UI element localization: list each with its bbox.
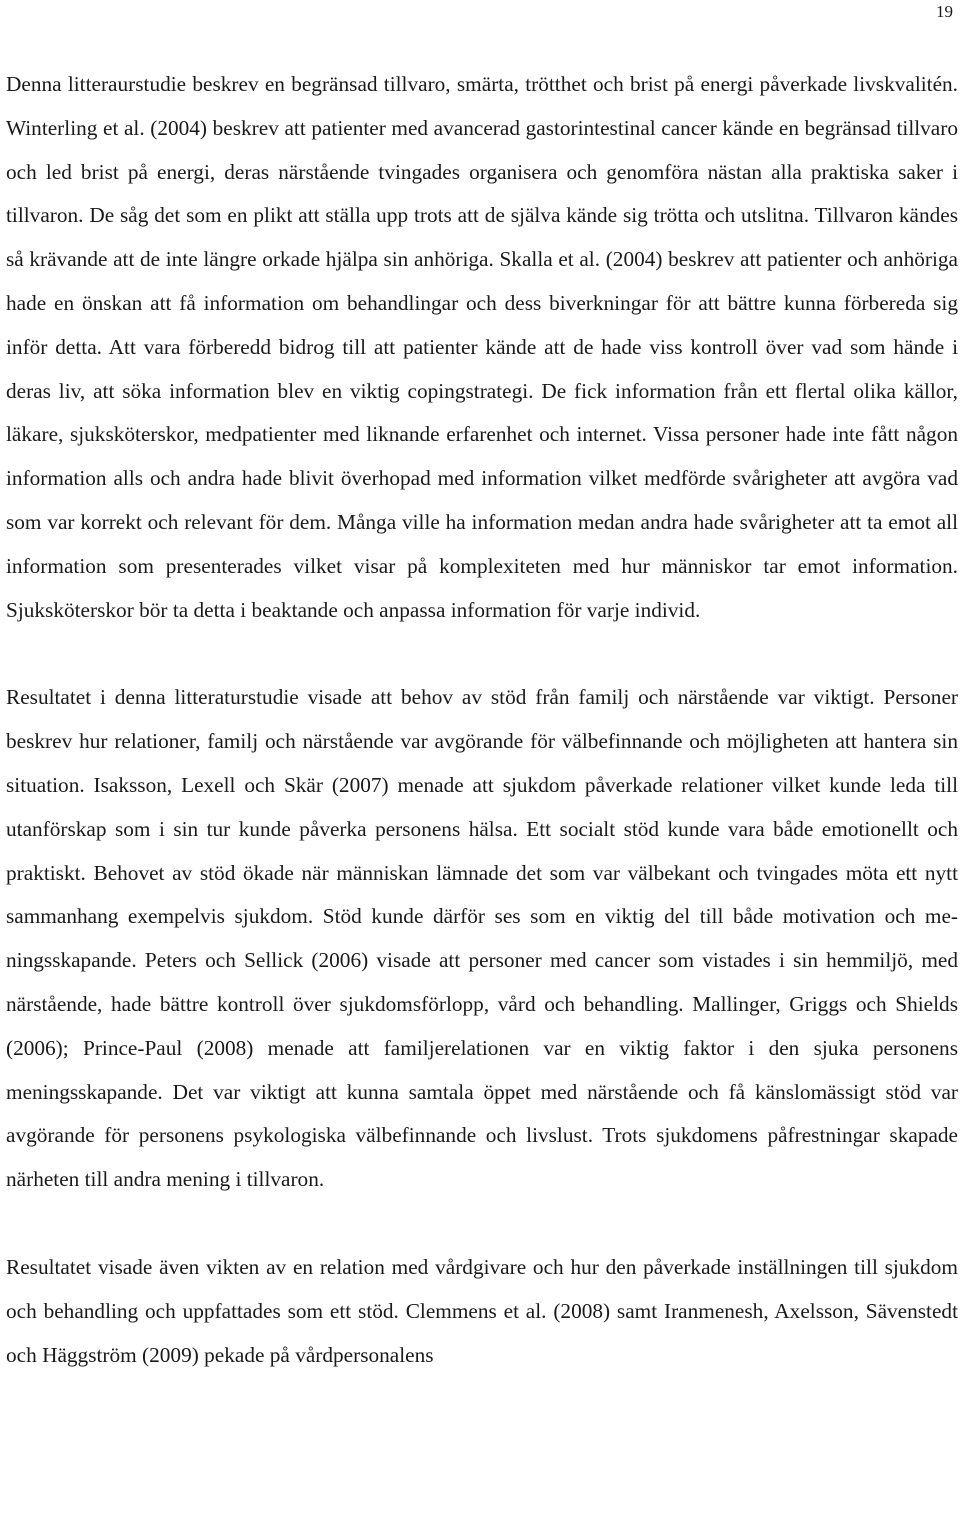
paragraph-1: Denna litteraurstudie beskrev en begränsad tillvaro, smärta, trötthet och brist på energi påverkade livskvalitén. Winterling et al. (2004) beskrev att patienter med avancerad gastorintestinal cancer kände en begränsad tillvaro och led brist på energi, deras närstående tvingades organisera och genomföra nästan alla praktiska saker i tillvaron. De såg det som en plikt att ställa upp trots att de själva kände sig trötta och utslitna. Tillvaron kändes så krävande att de inte längre orkade hjälpa sin anhöriga. Skalla et al. (2004) beskrev att patienter och anhöriga hade en önskan att få information om behandlingar och dess biverkningar för att bättre kunna förbereda sig inför detta. Att vara förberedd bidrog till att patienter kände att de hade viss kontroll över vad som hände i deras liv, att söka information blev en viktig copingstrategi. De fick information från ett flertal olika källor, läkare, sjuksköterskor, medpatienter med liknande erfarenhet och internet. Vissa personer hade inte fått någon information alls och andra hade blivit överhopad med information vilket medförde svårigheter att avgöra vad som var korrekt och relevant för dem. Många ville ha information medan andra hade svårigheter att ta emot all information som presenterades vilket visar på komplexiteten med hur människor tar emot information. Sjuksköterskor bör ta detta i beaktande och anpassa information för varje individ. <box>6 72 958 622</box>
paragraph-2: Resultatet i denna litteraturstudie visade att behov av stöd från familj och närstående var viktigt. Personer beskrev hur relationer, familj och närstående var avgörande för välbefinnande och möjligheten att hantera sin situation. Isaksson, Lexell och Skär (2007) menade att sjukdom påverkade relationer vilket kunde leda till utanförskap som i sin tur kunde påverka personens hälsa. Ett socialt stöd kunde vara både emotionellt och praktiskt. Behovet av stöd ökade när människan lämnade det som var välbekant och tvingades möta ett nytt sammanhang exempelvis sjukdom. Stöd kunde därför ses som en viktig del till både motivation och meningsskapande. Peters och Sellick (2006) visade att personer med cancer som vistades i sin hemmiljö, med närstående, hade bättre kontroll över sjukdomsförlopp, vård och behandling. Mallinger, Griggs och Shields (2006); Prince-Paul (2008) menade att familjerelationen var en viktig faktor i den sjuka personens meningsskapande. Det var viktigt att kunna samtala öppet med närstående och få känslomässigt stöd var avgörande för personens psykologiska välbefinnande och livslust. Trots sjukdomens påfrestningar skapade närheten till andra mening i tillvaron. <box>6 685 958 1192</box>
paragraph-3: Resultatet visade även vikten av en relation med vårdgivare och hur den påverkade inställningen till sjukdom och behandling och uppfattades som ett stöd. Clemmens et al. (2008) samt Iranmenesh, Axelsson, Sävenstedt och Häggström (2009) pekade på vårdpersonalens <box>6 1254 958 1367</box>
document-body <box>6 63 958 1377</box>
page-number: 19 <box>936 2 953 21</box>
